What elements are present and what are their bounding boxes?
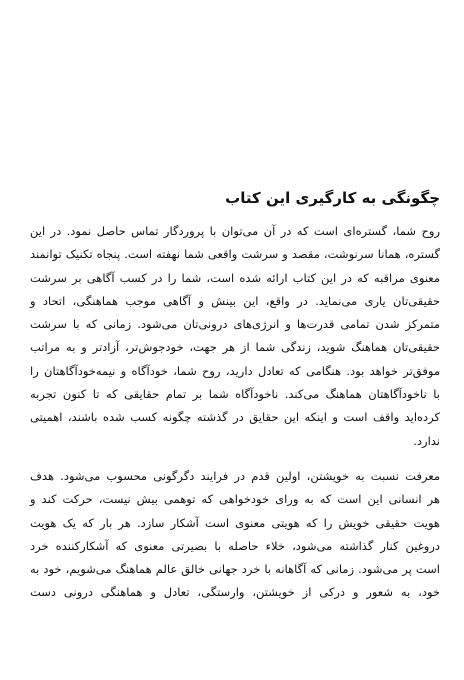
section-heading: چگونگی به کارگیری این کتاب	[225, 189, 440, 207]
text-line: معرفت نسبت به خویشتن، اولین قدم در فرایند دگرگونی محسوب می‌شود. هدف	[30, 468, 440, 483]
text-line: هویت حقیقی خویش را که هویتی معنوی است آشکار سازد. هر بار که یک هویت	[30, 515, 440, 530]
paragraph-1	[30, 220, 440, 453]
text-line: متمرکز شدن تمامی قدرت‌ها و انرژی‌های درونی‌تان می‌شود. زمانی که با سرشت	[30, 317, 440, 332]
paragraph-2	[30, 465, 440, 605]
text-line: روح شما، گستره‌ای است که در آن می‌توان با پروردگار تماس حاصل نمود. در این	[30, 224, 440, 238]
text-line: خود، به شعور و درکی از خویشتن، وارستگی، تعادل و هماهنگی درونی دست	[30, 585, 440, 600]
text-line: معنوی مراقبه که در این کتاب ارائه شده است، شما را در کسب آگاهی بر سرشت	[30, 270, 440, 285]
text-line: حقیقی‌تان هماهنگ شوید، زندگی شما از هر جهت، خودجوش‌تر، آزادتر و به مراتب	[30, 340, 440, 355]
text-line: حقیقی‌تان یاری می‌نماید. در واقع، این بینش و آگاهی موجب هماهنگی، اتحاد و	[30, 293, 440, 308]
text-line: ندارد.	[413, 433, 440, 448]
paragraph-spacer	[30, 453, 440, 465]
text-line: با ناخودآگاهتان هماهنگ می‌کند. ناخودآگاه شما بر تمام حقایقی که تا کنون تجربه	[30, 387, 440, 402]
page-content	[30, 188, 440, 605]
text-line: است پر می‌شود. زمانی که آگاهانه با خرد جهانی خالق عالم هماهنگ می‌شویم، خود به	[30, 562, 440, 577]
text-line: موفق‌تر خواهد بود. هنگامی که تعادل دارید، روح شما، خودآگاه و نیمه‌خودآگاهتان را	[30, 363, 440, 378]
text-line: دروغین کنار گذاشته می‌شود، خلاء حاصله با بصیرتی معنوی که آشکارکننده خرد	[30, 538, 440, 553]
text-line: گستره، همانا سرنوشت، مقصد و سرشت واقعی شما نهفته است. پنجاه تکنیک توانمند	[30, 247, 440, 262]
text-line: کرده‌اید واقف است و اینکه این حقایق در گذشته چگونه کسب شده باشند، اهمیتی	[30, 410, 440, 425]
text-line: هر انسانی این است که به ورای خودخواهی که توهمی بیش نیست، حرکت کند و	[30, 492, 440, 507]
